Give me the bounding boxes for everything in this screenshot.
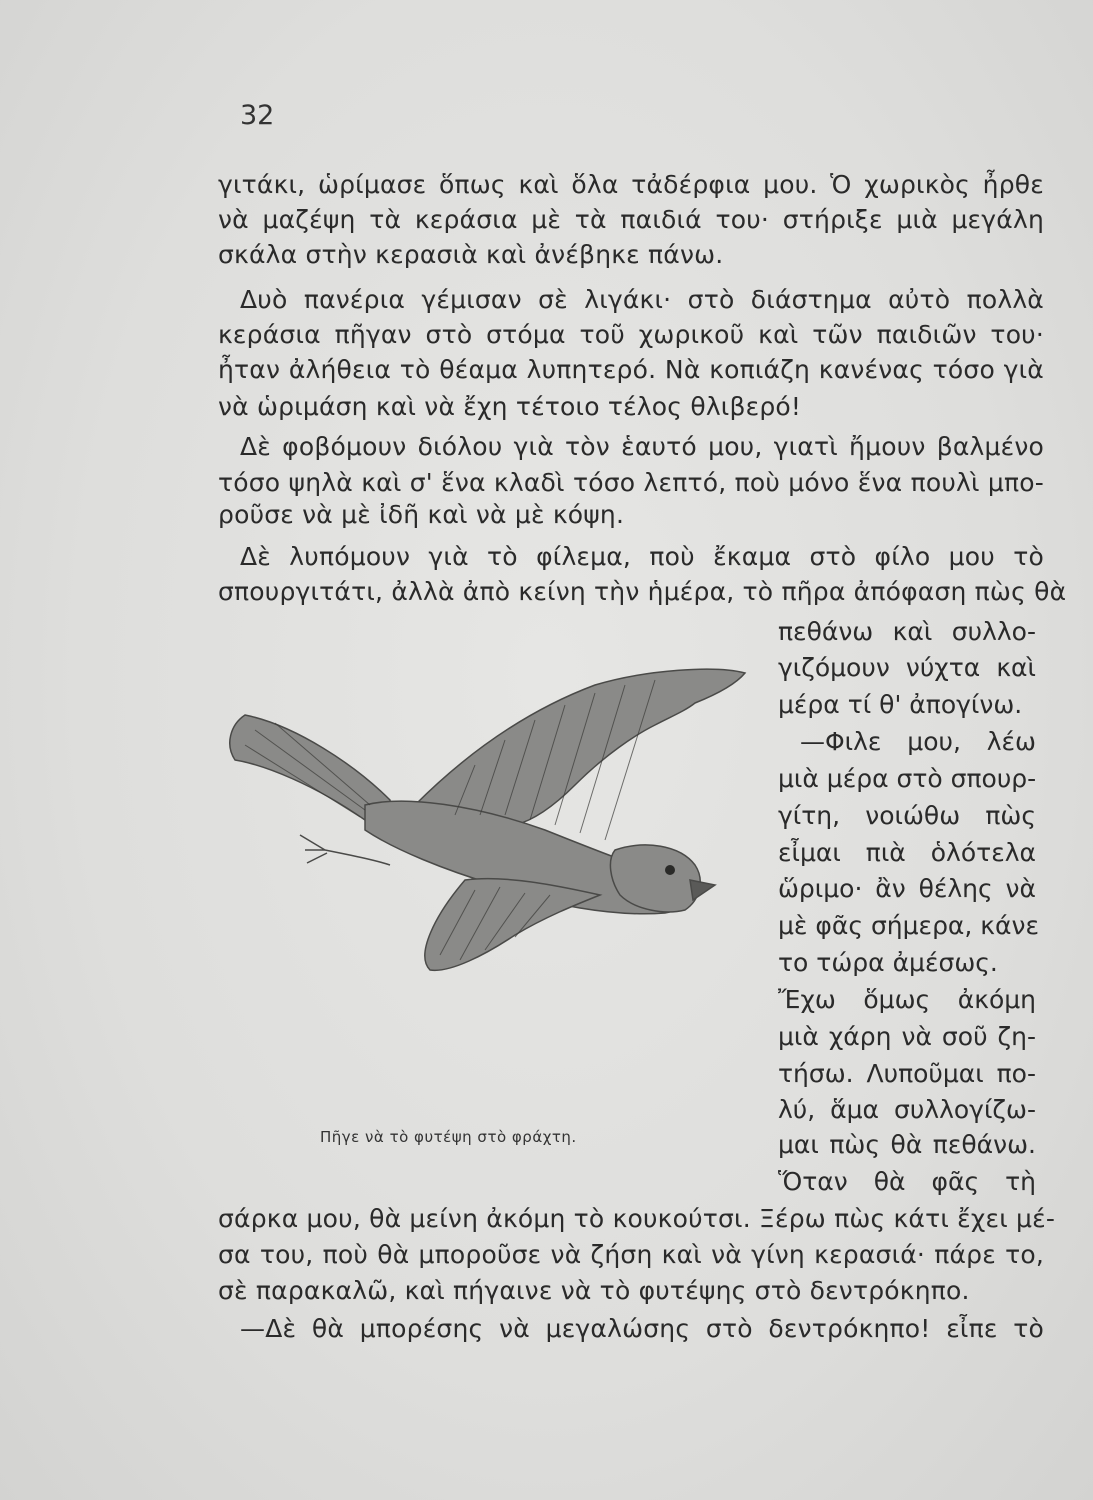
column-line: τήσω. Λυποῦμαι πο- bbox=[778, 1059, 1036, 1088]
column-line: —Φιλε μου, λέω bbox=[800, 727, 1036, 756]
text-line: ροῦσε νὰ μὲ ἰδῆ καὶ νὰ μὲ κόψη. bbox=[218, 500, 625, 529]
column-line: μὲ φᾶς σήμερα, κάνε bbox=[778, 911, 1039, 940]
text-line: γιτάκι, ὡρίμασε ὅπως καὶ ὅλα τἀδέρφια μου. Ὁ χωρικὸς ἦρθε bbox=[218, 170, 1044, 199]
text-line: τόσο ψηλὰ καὶ σ' ἕνα κλαδὶ τόσο λεπτό, ποὺ μόνο ἕνα πουλὶ μπο- bbox=[218, 468, 1044, 497]
text-line: —Δὲ θὰ μπορέσης νὰ μεγαλώσης στὸ δεντρόκηπο! εἶπε τὸ bbox=[240, 1314, 1044, 1343]
column-line: Ἔχω ὅμως ἀκόμη bbox=[778, 985, 1036, 1014]
text-line: Δυὸ πανέρια γέμισαν σὲ λιγάκι· στὸ διάστημα αὐτὸ πολλὰ bbox=[240, 285, 1044, 314]
column-line: Ὅταν θὰ φᾶς τὴ bbox=[778, 1167, 1036, 1196]
column-line: μαι πὼς θὰ πεθάνω. bbox=[778, 1130, 1036, 1159]
text-line: νὰ ὡριμάση καὶ νὰ ἔχη τέτοιο τέλος θλιβερό! bbox=[218, 392, 802, 421]
column-line: ὥριμο· ἂν θέλης νὰ bbox=[778, 874, 1036, 903]
text-line: κεράσια πῆγαν στὸ στόμα τοῦ χωρικοῦ καὶ τῶν παιδιῶν του· bbox=[218, 320, 1044, 349]
column-line: εἶμαι πιὰ ὁλότελα bbox=[778, 838, 1036, 867]
text-line: σα του, ποὺ θὰ μποροῦσε νὰ ζήση καὶ νὰ γίνη κερασιά· πάρε το, bbox=[218, 1240, 1044, 1269]
column-line: πεθάνω καὶ συλλο- bbox=[778, 617, 1036, 646]
column-line: το τώρα ἀμέσως. bbox=[778, 948, 998, 977]
column-line: γίτη, νοιώθω πὼς bbox=[778, 801, 1036, 830]
column-line: μιὰ χάρη νὰ σοῦ ζη- bbox=[778, 1022, 1036, 1051]
text-line: Δὲ λυπόμουν γιὰ τὸ φίλεμα, ποὺ ἔκαμα στὸ φίλο μου τὸ bbox=[240, 542, 1044, 571]
column-line: μιὰ μέρα στὸ σπουρ- bbox=[778, 764, 1037, 793]
text-line: νὰ μαζέψη τὰ κεράσια μὲ τὰ παιδιά του· στήριξε μιὰ μεγάλη bbox=[218, 205, 1044, 234]
page-number: 32 bbox=[240, 100, 275, 131]
text-line: σάρκα μου, θὰ μείνη ἀκόμη τὸ κουκούτσι. Ξέρω πὼς κάτι ἔχει μέ- bbox=[218, 1204, 1056, 1233]
column-line: λύ, ἅμα συλλογίζω- bbox=[778, 1095, 1036, 1124]
text-line: σὲ παρακαλῶ, καὶ πήγαινε νὰ τὸ φυτέψης στὸ δεντρόκηπο. bbox=[218, 1276, 970, 1305]
column-line: μέρα τί θ' ἀπογίνω. bbox=[778, 690, 1023, 719]
column-line: γιζόμουν νύχτα καὶ bbox=[778, 653, 1036, 682]
text-line: Δὲ φοβόμουν διόλου γιὰ τὸν ἑαυτό μου, γιατὶ ἤμουν βαλμένο bbox=[240, 432, 1044, 461]
text-line: σπουργιτάτι, ἀλλὰ ἀπὸ κείνη τὴν ἡμέρα, τὸ πῆρα ἀπόφαση πὼς θὰ bbox=[218, 577, 1067, 606]
text-line: σκάλα στὴν κερασιὰ καὶ ἀνέβηκε πάνω. bbox=[218, 240, 724, 269]
text-line: ἦταν ἀλήθεια τὸ θέαμα λυπητερό. Νὰ κοπιάζη κανένας τόσο γιὰ bbox=[218, 355, 1044, 384]
figure-caption: Πῆγε νὰ τὸ φυτέψη στὸ φράχτη. bbox=[320, 1128, 577, 1146]
sparrow-illustration bbox=[215, 655, 765, 975]
